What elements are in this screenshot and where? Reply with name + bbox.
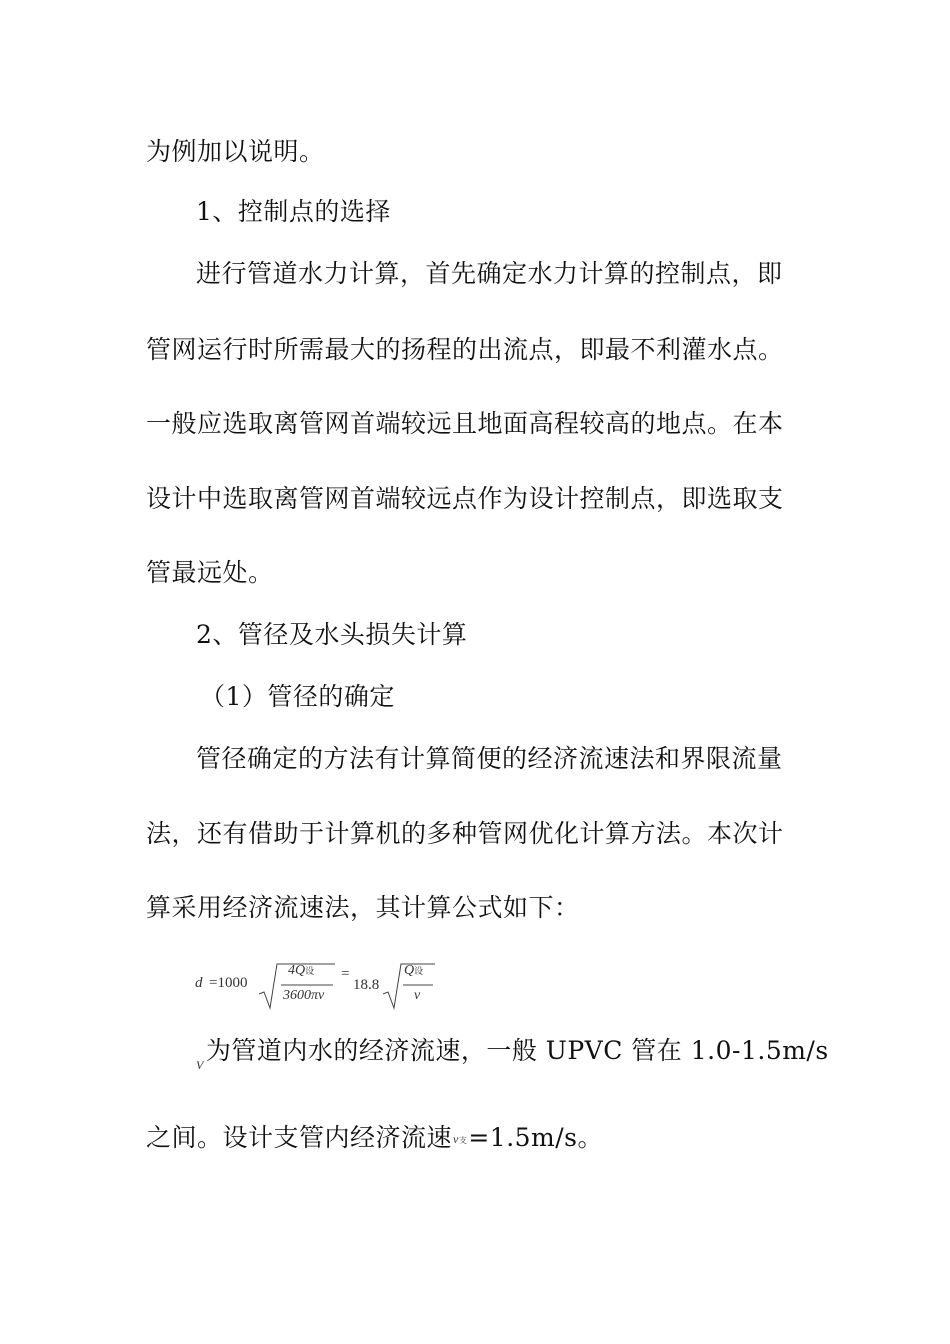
- paragraph-text: 之间。设计支管内经济流速: [146, 1123, 453, 1152]
- formula-eq1: =1000: [209, 975, 248, 991]
- formula-coef2: 18.8: [353, 977, 380, 993]
- paragraph-line: 管径确定的方法有计算简便的经济流速法和界限流量: [196, 744, 783, 773]
- formula-eq2: =: [341, 966, 350, 982]
- velocity-symbol: V: [196, 1058, 204, 1072]
- subsection-heading: （1）管径的确定: [200, 682, 395, 711]
- paragraph-line: 法，还有借助于计算机的多种管网优化计算方法。本次计: [146, 819, 784, 848]
- paragraph-text: 为管道内水的经济流速，一般 UPVC 管在 1.0-1.5m/s: [205, 1036, 829, 1065]
- formula-num2: Q设: [404, 963, 424, 978]
- paragraph-text: =1.5m/s。: [468, 1123, 604, 1152]
- paragraph-line: 一般应选取离管网首端较远且地面高程较高的地点。在本: [146, 409, 784, 438]
- paragraph-line: [146, 1122, 603, 1160]
- paragraph-line: 管网运行时所需最大的扬程的出流点，即最不利灌水点。: [146, 335, 784, 364]
- paragraph-line: 为例加以说明。: [146, 137, 325, 166]
- section-heading: 1、控制点的选择: [196, 197, 391, 226]
- paragraph-line: 设计中选取离管网首端较远点作为设计控制点，即选取支: [146, 484, 784, 513]
- paragraph-line: 算采用经济流速法，其计算公式如下：: [146, 893, 580, 922]
- formula-den2: ν: [414, 988, 421, 1003]
- paragraph-line: 管最远处。: [146, 558, 274, 587]
- formula-den1: 3600πν: [283, 988, 325, 1003]
- formula-d: d: [195, 975, 203, 991]
- section-heading: 2、管径及水头损失计算: [196, 620, 468, 649]
- branch-velocity-symbol: v支: [453, 1132, 468, 1146]
- formula-num1: 4Q设: [288, 963, 315, 978]
- paragraph-line: [196, 1035, 829, 1071]
- paragraph-line: 进行管道水力计算，首先确定水力计算的控制点，即: [196, 259, 783, 288]
- pipe-diameter-formula: [195, 958, 445, 1014]
